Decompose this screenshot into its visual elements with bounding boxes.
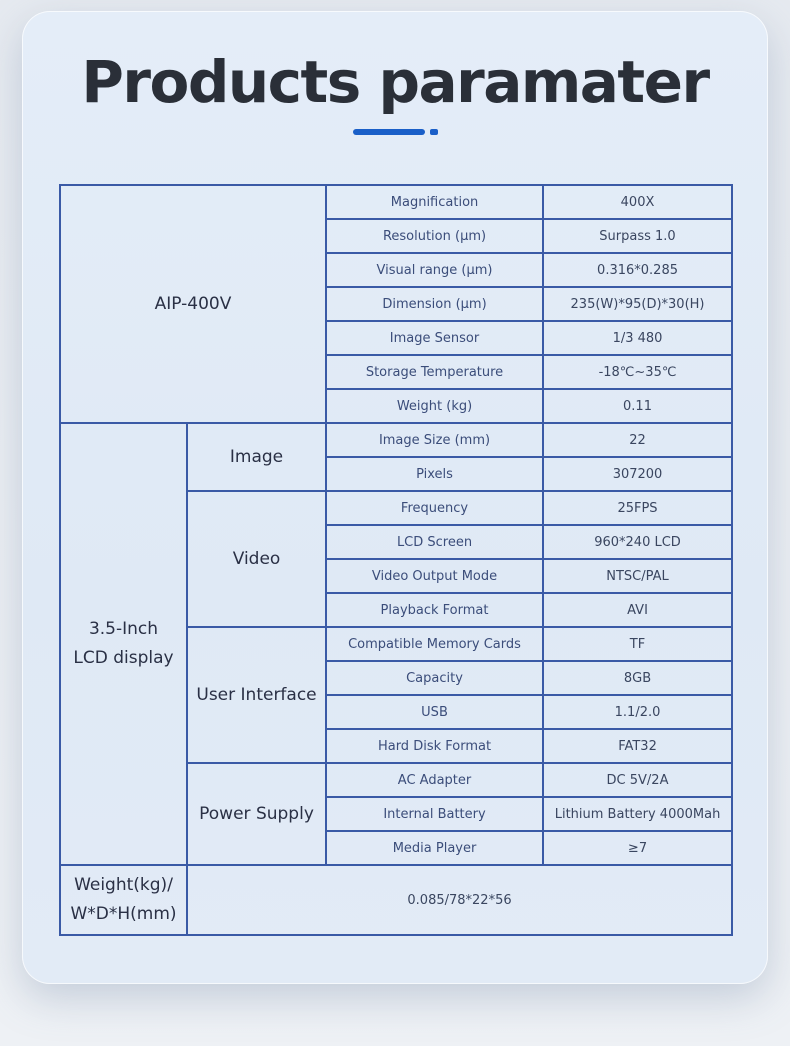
- param-value: 400X: [543, 185, 732, 219]
- group-name-user-interface: User Interface: [187, 627, 326, 763]
- title-underline: [353, 129, 425, 135]
- param-value: -18℃~35℃: [543, 355, 732, 389]
- group-name-image: Image: [187, 423, 326, 491]
- page-title: Products paramater: [81, 48, 709, 116]
- weight-label-cell: [60, 865, 187, 935]
- param-label: Storage Temperature: [326, 355, 543, 389]
- parameter-table-wrapper: [59, 184, 733, 936]
- param-label: Weight (kg): [326, 389, 543, 423]
- param-label: Compatible Memory Cards: [326, 627, 543, 661]
- param-label: Hard Disk Format: [326, 729, 543, 763]
- param-label: Dimension (μm): [326, 287, 543, 321]
- param-value: AVI: [543, 593, 732, 627]
- param-value: 25FPS: [543, 491, 732, 525]
- parameter-table: [59, 184, 733, 936]
- param-label: Video Output Mode: [326, 559, 543, 593]
- param-value: FAT32: [543, 729, 732, 763]
- display-name-line2: LCD display: [73, 648, 174, 668]
- param-label: Image Size (mm): [326, 423, 543, 457]
- param-label: USB: [326, 695, 543, 729]
- param-label: Pixels: [326, 457, 543, 491]
- param-value: 235(W)*95(D)*30(H): [543, 287, 732, 321]
- weight-label-line1: Weight(kg)/: [74, 875, 173, 895]
- param-label: AC Adapter: [326, 763, 543, 797]
- table-row: [60, 423, 732, 457]
- title-underline-dot: [430, 129, 438, 135]
- param-label: Media Player: [326, 831, 543, 865]
- param-label: Image Sensor: [326, 321, 543, 355]
- table-row: [60, 865, 732, 935]
- weight-label-line2: W*D*H(mm): [70, 904, 177, 924]
- param-value: 22: [543, 423, 732, 457]
- param-value: 960*240 LCD: [543, 525, 732, 559]
- param-value: NTSC/PAL: [543, 559, 732, 593]
- param-value: 0.11: [543, 389, 732, 423]
- param-value: DC 5V/2A: [543, 763, 732, 797]
- param-value: Surpass 1.0: [543, 219, 732, 253]
- param-value: 0.316*0.285: [543, 253, 732, 287]
- param-value: 1/3 480: [543, 321, 732, 355]
- weight-value-cell: 0.085/78*22*56: [187, 865, 732, 935]
- param-label: Playback Format: [326, 593, 543, 627]
- param-value: TF: [543, 627, 732, 661]
- param-value: 8GB: [543, 661, 732, 695]
- param-value: 307200: [543, 457, 732, 491]
- param-label: Capacity: [326, 661, 543, 695]
- display-name-line1: 3.5-Inch: [88, 619, 159, 639]
- param-value: ≥7: [543, 831, 732, 865]
- display-name-cell: [60, 423, 187, 865]
- param-label: Magnification: [326, 185, 543, 219]
- param-label: LCD Screen: [326, 525, 543, 559]
- param-value: 1.1/2.0: [543, 695, 732, 729]
- param-value: Lithium Battery 4000Mah: [543, 797, 732, 831]
- model-name-cell: AIP-400V: [60, 185, 326, 423]
- param-label: Internal Battery: [326, 797, 543, 831]
- param-label: Resolution (μm): [326, 219, 543, 253]
- table-row: [60, 185, 732, 219]
- group-name-video: Video: [187, 491, 326, 627]
- param-label: Frequency: [326, 491, 543, 525]
- group-name-power-supply: Power Supply: [187, 763, 326, 865]
- param-label: Visual range (μm): [326, 253, 543, 287]
